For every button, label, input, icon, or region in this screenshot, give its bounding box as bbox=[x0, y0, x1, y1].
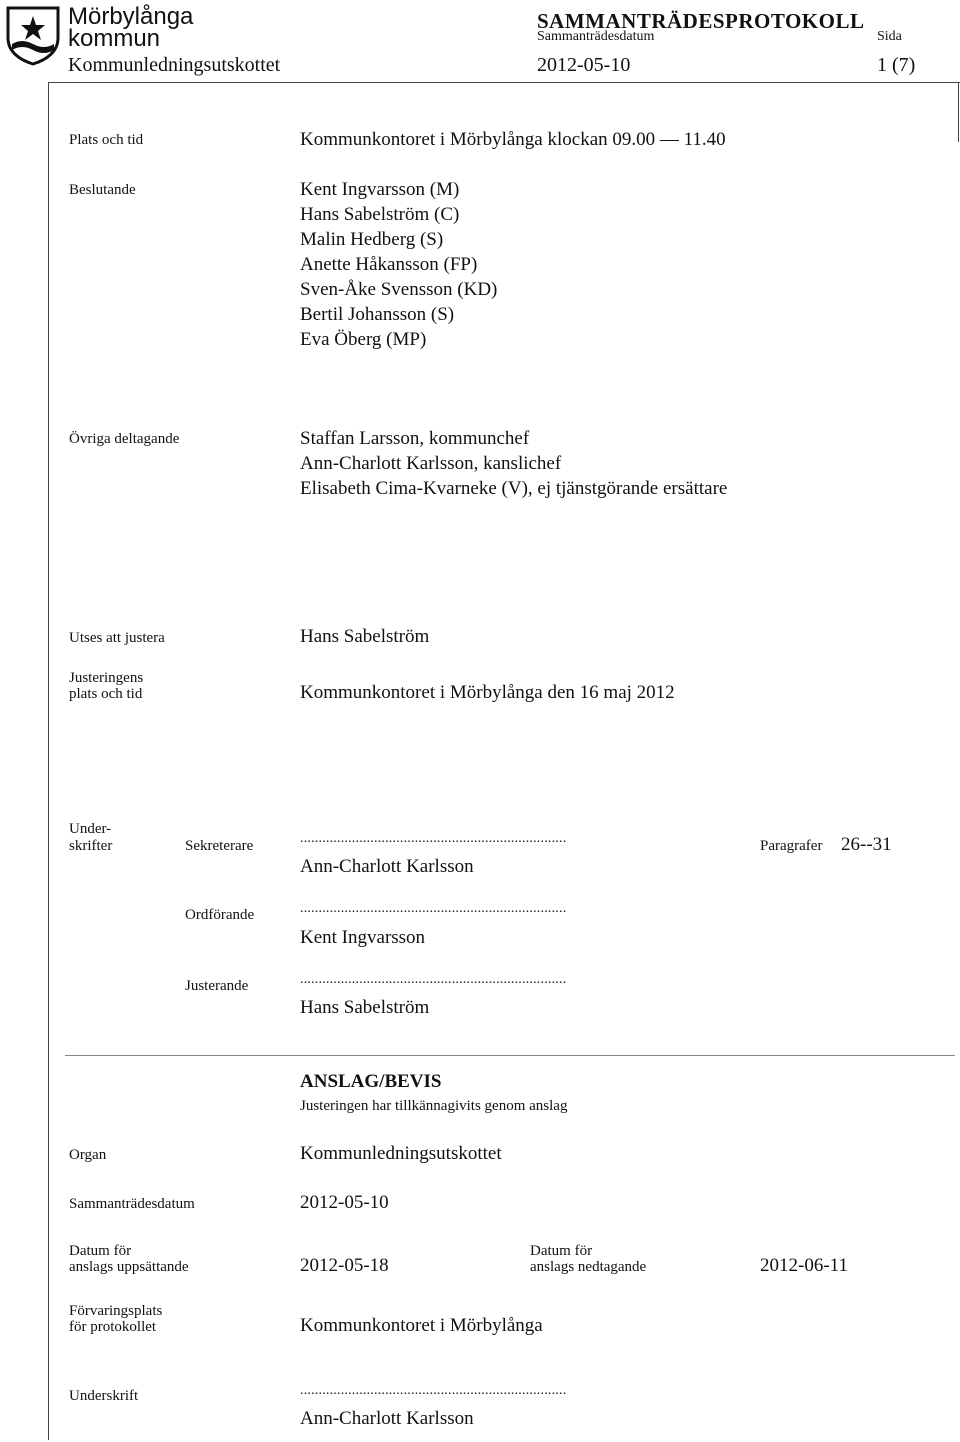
storage-label-line-1: Förvaringsplats bbox=[69, 1303, 163, 1319]
paragraphs-label: Paragrafer bbox=[760, 838, 823, 854]
posted-date-value: 2012-05-18 bbox=[300, 1255, 389, 1276]
others-list bbox=[300, 426, 727, 501]
list-item: Staffan Larsson, kommunchef bbox=[300, 428, 530, 449]
notice-signature-name: Ann-Charlott Karlsson bbox=[300, 1408, 474, 1429]
list-item: Anette Håkansson (FP) bbox=[300, 254, 478, 275]
chair-name: Kent Ingvarsson bbox=[300, 927, 426, 948]
municipality-logo bbox=[4, 4, 62, 66]
list-item: Malin Hedberg (S) bbox=[300, 229, 444, 250]
header-divider bbox=[48, 82, 960, 83]
adjustment-value: Kommunkontoret i Mörbylånga den 16 maj 2012 bbox=[300, 682, 675, 703]
storage-value: Kommunkontoret i Mörbylånga bbox=[300, 1315, 543, 1336]
chair-signature-line: ........................................................................ bbox=[300, 901, 567, 916]
secretary-label: Sekreterare bbox=[185, 838, 254, 854]
notice-title: ANSLAG/BEVIS bbox=[300, 1071, 442, 1092]
list-item: Bertil Johansson (S) bbox=[300, 304, 455, 325]
meeting-date-label: Sammanträdesdatum bbox=[69, 1196, 195, 1212]
header-date-label: Sammanträdesdatum bbox=[537, 29, 655, 44]
adjustment-label bbox=[69, 670, 143, 702]
removed-date-value: 2012-06-11 bbox=[760, 1255, 848, 1276]
adjusting-signature-line: ........................................................................ bbox=[300, 972, 567, 987]
others-label: Övriga deltagande bbox=[69, 431, 180, 447]
header-page-label: Sida bbox=[877, 29, 902, 44]
paragraphs-value: 26--31 bbox=[841, 834, 892, 855]
left-margin-line bbox=[48, 82, 49, 1440]
header-date: 2012-05-10 bbox=[537, 54, 631, 76]
signatures-label-line-1: Under- bbox=[69, 821, 112, 837]
adjustment-label-line-2: plats och tid bbox=[69, 686, 143, 702]
signatures-label bbox=[69, 821, 112, 855]
posted-date-label bbox=[69, 1243, 189, 1275]
document-title: SAMMANTRÄDESPROTOKOLL bbox=[537, 9, 865, 33]
list-item: Kent Ingvarsson (M) bbox=[300, 179, 460, 200]
header-page-number: 1 (7) bbox=[877, 54, 916, 76]
storage-label bbox=[69, 1303, 162, 1335]
signature-label: Underskrift bbox=[69, 1388, 139, 1404]
secretary-signature-line: ........................................................................ bbox=[300, 831, 567, 846]
meeting-date-value: 2012-05-10 bbox=[300, 1192, 389, 1213]
posted-date-label-line-1: Datum för bbox=[69, 1243, 132, 1259]
adjuster-label: Utses att justera bbox=[69, 630, 165, 646]
list-item: Eva Öberg (MP) bbox=[300, 329, 427, 350]
adjusting-label: Justerande bbox=[185, 978, 249, 994]
posted-date-label-line-2: anslags uppsättande bbox=[69, 1259, 189, 1275]
place-time-value: Kommunkontoret i Mörbylånga klockan 09.00 — 11.40 bbox=[300, 129, 726, 150]
municipality-name-line-2: kommun bbox=[68, 25, 161, 52]
removed-date-label-line-2: anslags nedtagande bbox=[530, 1259, 647, 1275]
storage-label-line-2: för protokollet bbox=[69, 1319, 157, 1335]
list-item: Hans Sabelström (C) bbox=[300, 204, 460, 225]
list-item: Elisabeth Cima-Kvarneke (V), ej tjänstgörande ersättare bbox=[300, 478, 728, 499]
adjuster-value: Hans Sabelström bbox=[300, 626, 430, 647]
coat-of-arms-icon bbox=[4, 4, 62, 66]
place-time-label: Plats och tid bbox=[69, 132, 144, 148]
removed-date-label bbox=[530, 1243, 646, 1275]
decision-makers-label: Beslutande bbox=[69, 182, 136, 198]
secretary-name: Ann-Charlott Karlsson bbox=[300, 856, 474, 877]
organ-label: Organ bbox=[69, 1147, 107, 1163]
list-item: Ann-Charlott Karlsson, kanslichef bbox=[300, 453, 562, 474]
adjustment-label-line-1: Justeringens bbox=[69, 670, 144, 686]
municipality-name bbox=[68, 3, 194, 52]
notice-divider bbox=[65, 1055, 955, 1056]
notice-subtitle: Justeringen har tillkännagivits genom anslag bbox=[300, 1098, 568, 1114]
header-committee: Kommunledningsutskottet bbox=[68, 54, 281, 76]
signatures-label-line-2: skrifter bbox=[69, 838, 113, 854]
chair-label: Ordförande bbox=[185, 907, 255, 923]
organ-value: Kommunledningsutskottet bbox=[300, 1143, 502, 1164]
list-item: Sven-Åke Svensson (KD) bbox=[300, 279, 498, 300]
municipality-name-line-1: Mörbylånga bbox=[68, 3, 194, 30]
notice-signature-line: ........................................................................ bbox=[300, 1383, 567, 1398]
decision-makers-list bbox=[300, 177, 497, 352]
removed-date-label-line-1: Datum för bbox=[530, 1243, 593, 1259]
right-margin-line bbox=[958, 82, 959, 142]
adjusting-name: Hans Sabelström bbox=[300, 997, 430, 1018]
